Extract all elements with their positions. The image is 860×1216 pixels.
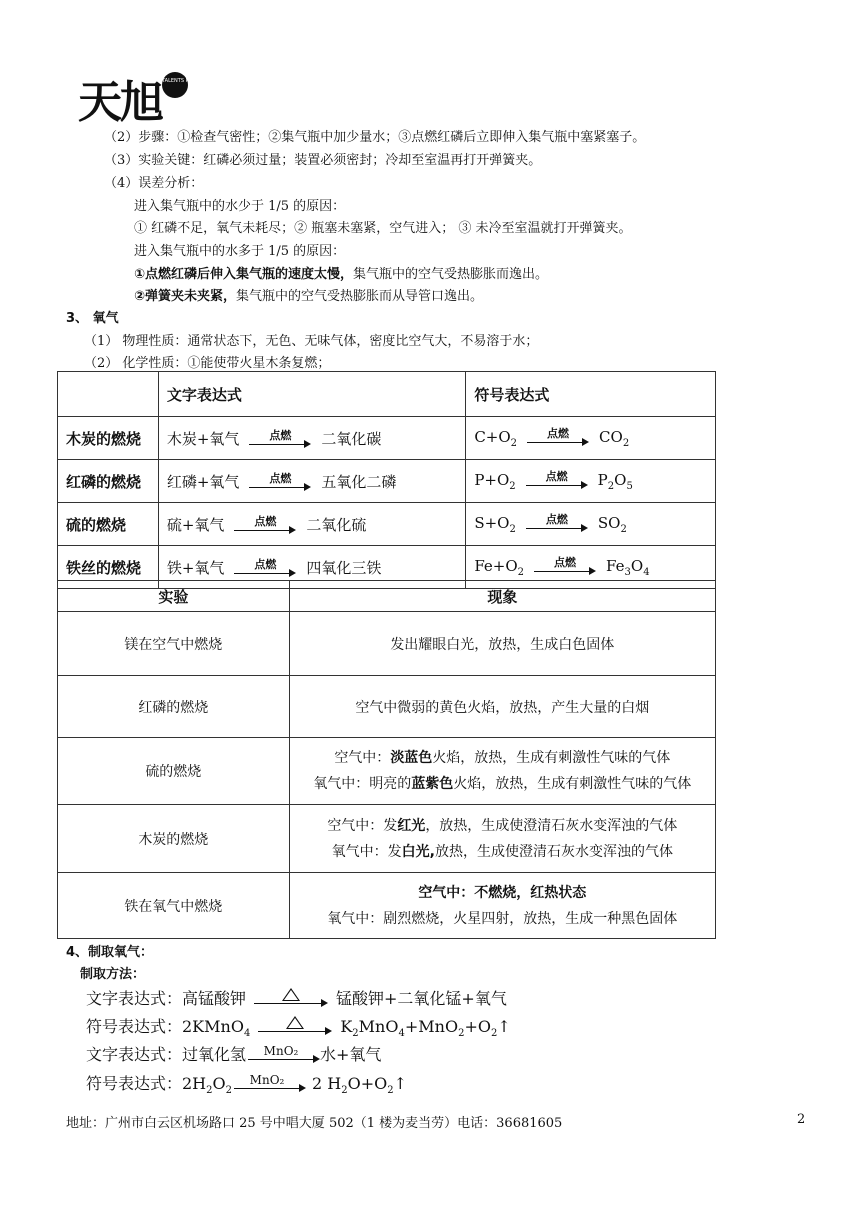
condition-label: 点燃 (254, 514, 277, 528)
oxygen-heading: 3、 氧气 (66, 311, 119, 326)
more-reason-1 (134, 263, 548, 282)
header-experiment: 实验 (58, 581, 290, 612)
page-number: 2 (797, 1112, 806, 1127)
more-reason-2-rest: 集气瓶中的空气受热膨胀而从导管口逸出。 (236, 289, 484, 304)
subscript: 4 (643, 566, 650, 578)
products: CO (599, 427, 623, 446)
products: MnO (358, 1017, 399, 1036)
text: 空气中： (334, 750, 391, 766)
products: 锰酸钾+二氧化锰+氧气 (336, 989, 507, 1008)
catalyst-arrow (234, 1072, 306, 1095)
experiment-name: 硫的燃烧 (58, 738, 290, 805)
condition-label: 点燃 (269, 428, 292, 442)
row-name: 红磷的燃烧 (58, 460, 159, 503)
experiment-name: 铁在氧气中燃烧 (58, 873, 290, 939)
subscript: 2 (620, 523, 627, 535)
combustion-equation-table (57, 371, 716, 589)
more-heading: 进入集气瓶中的水多于 1/5 的原因： (134, 244, 346, 259)
reactants: C+O (474, 427, 511, 446)
products: O (614, 470, 627, 489)
subscript: 2 (509, 480, 516, 492)
reactants: 符号表达式：2H (86, 1074, 207, 1093)
phenomenon (289, 805, 715, 873)
symbol-equation (466, 503, 716, 546)
catalyst-label: MnO₂ (249, 1072, 285, 1087)
products: +MnO (404, 1017, 459, 1036)
more-reason-1-rest: 集气瓶中的空气受热膨胀而逸出。 (353, 267, 549, 282)
subscript: 4 (243, 1028, 251, 1040)
reaction-arrow (249, 428, 311, 449)
footer-address: 地址：广州市白云区机场路口 25 号中唱大厦 502（1 楼为麦当劳）电话：36681605 (66, 1116, 563, 1131)
products: +O (464, 1017, 491, 1036)
h2o2-symbol-equation (86, 1071, 407, 1096)
subscript: 2 (387, 1085, 394, 1097)
subscript: 2 (622, 437, 630, 449)
row-name: 铁丝的燃烧 (58, 546, 159, 589)
reactants: 红磷+氧气 (166, 472, 240, 491)
gas-arrow: ↑ (393, 1074, 408, 1093)
reactants: 文字表达式：高锰酸钾 (86, 989, 247, 1008)
products: O+O (347, 1074, 388, 1093)
key-line: （3）实验关键：红磷必须过量；装置必须密封；冷却至室温再打开弹簧夹。 (104, 153, 542, 168)
phenomenon-oxygen (291, 771, 714, 797)
condition-label: 点燃 (547, 426, 570, 440)
products: 水+氧气 (320, 1045, 382, 1064)
more-reason-2-bold: ②弹簧夹未夹紧， (134, 289, 237, 304)
emphasis: 红光 (397, 817, 426, 834)
h2o2-word-equation (86, 1042, 381, 1066)
reactants: Fe+O (474, 556, 518, 575)
phenomenon (289, 738, 715, 805)
phenomenon-oxygen: 氧气中：剧烈燃烧，火星四射，放热，生成一种黑色固体 (327, 910, 678, 927)
subscript: 2 (509, 523, 516, 535)
symbol-equation (466, 460, 716, 503)
phenomenon-air (291, 813, 714, 839)
text: 火焰，放热，生成有刺激性气味的气体 (453, 776, 692, 792)
reaction-arrow (534, 555, 596, 576)
condition-label: 点燃 (545, 512, 568, 526)
emphasis: 淡蓝色 (390, 750, 433, 766)
prep-method: 制取方法： (80, 967, 146, 982)
kmno4-word-equation (86, 986, 507, 1010)
phenomenon-air (291, 745, 714, 771)
subscript: 2 (490, 1028, 498, 1040)
text: ，放热，生成使澄清石灰水变浑浊的气体 (425, 817, 678, 834)
emphasis: 蓝紫色 (411, 776, 454, 792)
phenomena-table (57, 580, 716, 939)
subscript: 2 (225, 1085, 233, 1097)
experiment-name: 木炭的燃烧 (58, 805, 290, 873)
reactants: S+O (474, 513, 510, 532)
less-reasons: ① 红磷不足，氧气未耗尽；② 瓶塞未塞紧，空气进入； ③ 未冷至室温就打开弹簧夹。 (134, 221, 632, 236)
phenomenon: 空气中微弱的黄色火焰，放热，产生大量的白烟 (289, 676, 715, 738)
reaction-arrow (527, 426, 589, 447)
heat-arrow (254, 990, 328, 1010)
products: O (630, 556, 644, 575)
reaction-arrow (526, 512, 588, 533)
reactants: 文字表达式：过氧化氢 (86, 1045, 247, 1064)
header-phenomenon: 现象 (289, 581, 715, 612)
more-reason-2 (134, 285, 483, 304)
text: 火焰，放热，生成有刺激性气味的气体 (432, 750, 671, 766)
experiment-name: 镁在空气中燃烧 (58, 612, 290, 676)
row-name: 硫的燃烧 (58, 503, 159, 546)
phenomenon (289, 873, 715, 939)
subscript: 3 (624, 566, 631, 578)
subscript: 2 (607, 480, 615, 492)
logo (78, 66, 198, 130)
phenomenon-air: 空气中：不燃烧，红热状态 (418, 884, 587, 901)
reaction-arrow (526, 469, 588, 490)
reaction-arrow (249, 471, 311, 492)
prep-heading: 4、制取氧气： (66, 945, 154, 960)
heat-arrow (258, 1018, 332, 1038)
subscript: 2 (517, 566, 525, 578)
emphasis: 白光, (401, 843, 435, 860)
subscript: 2 (458, 1028, 465, 1040)
logo-text: 天旭 (78, 77, 162, 128)
header-empty-cell (58, 372, 159, 417)
subscript: 2 (510, 437, 518, 449)
row-name: 木炭的燃烧 (58, 417, 159, 460)
condition-label: 点燃 (254, 557, 277, 571)
condition-label: 点燃 (545, 469, 568, 483)
header-symbol-equation: 符号表达式 (466, 372, 716, 417)
subscript: 5 (626, 480, 633, 492)
products: 二氧化碳 (321, 429, 382, 448)
reactants: 铁+氧气 (166, 558, 225, 577)
products: SO (597, 513, 621, 532)
less-heading: 进入集气瓶中的水少于 1/5 的原因： (134, 199, 346, 214)
reaction-arrow (234, 557, 296, 578)
products: 二氧化硫 (306, 515, 367, 534)
text: 氧气中：发 (331, 843, 402, 860)
products: 四氧化三铁 (306, 558, 382, 577)
products: K (340, 1017, 353, 1036)
experiment-name: 红磷的燃烧 (58, 676, 290, 738)
chemical-properties: （2） 化学性质：①能使带火星木条复燃； (84, 356, 331, 371)
products: Fe (606, 556, 625, 575)
phenomenon: 发出耀眼白光，放热，生成白色固体 (289, 612, 715, 676)
reactants: 木炭+氧气 (166, 429, 240, 448)
reactants: O (212, 1074, 226, 1093)
gas-arrow: ↑ (497, 1017, 511, 1036)
catalyst-label: MnO₂ (263, 1043, 299, 1058)
reactants: 符号表达式：2KMnO (86, 1017, 244, 1036)
subscript: 2 (341, 1085, 348, 1097)
header-word-equation: 文字表达式 (158, 372, 466, 417)
more-reason-1-bold: ①点燃红磷后伸入集气瓶的速度太慢， (134, 267, 354, 282)
symbol-equation (466, 417, 716, 460)
phenomenon-oxygen (291, 839, 714, 865)
catalyst-arrow (248, 1043, 320, 1066)
reactants: P+O (474, 470, 510, 489)
text: 氧气中：明亮的 (313, 776, 412, 792)
word-equation (158, 460, 466, 503)
products: 2 H (312, 1074, 342, 1093)
reaction-arrow (234, 514, 296, 535)
reactants: 硫+氧气 (166, 515, 225, 534)
condition-label: 点燃 (554, 555, 577, 569)
subscript: 2 (206, 1085, 213, 1097)
products: 五氧化二磷 (321, 472, 397, 491)
word-equation (158, 417, 466, 460)
physical-properties: （1） 物理性质：通常状态下，无色、无味气体，密度比空气大，不易溶于水； (84, 334, 539, 349)
kmno4-symbol-equation (86, 1014, 511, 1039)
products: P (597, 470, 608, 489)
error-heading: （4）误差分析： (104, 176, 204, 191)
logo-badge: TALENTS PLUS (162, 72, 188, 98)
word-equation (158, 503, 466, 546)
steps-line: （2）步骤：①检查气密性；②集气瓶中加少量水；③点燃红磷后立即伸入集气瓶中塞紧塞子。 (104, 130, 646, 145)
subscript: 4 (398, 1028, 405, 1040)
subscript: 2 (352, 1028, 359, 1040)
condition-label: 点燃 (269, 471, 292, 485)
text: 放热，生成使澄清石灰水变浑浊的气体 (434, 843, 673, 860)
text: 空气中：发 (327, 817, 398, 834)
